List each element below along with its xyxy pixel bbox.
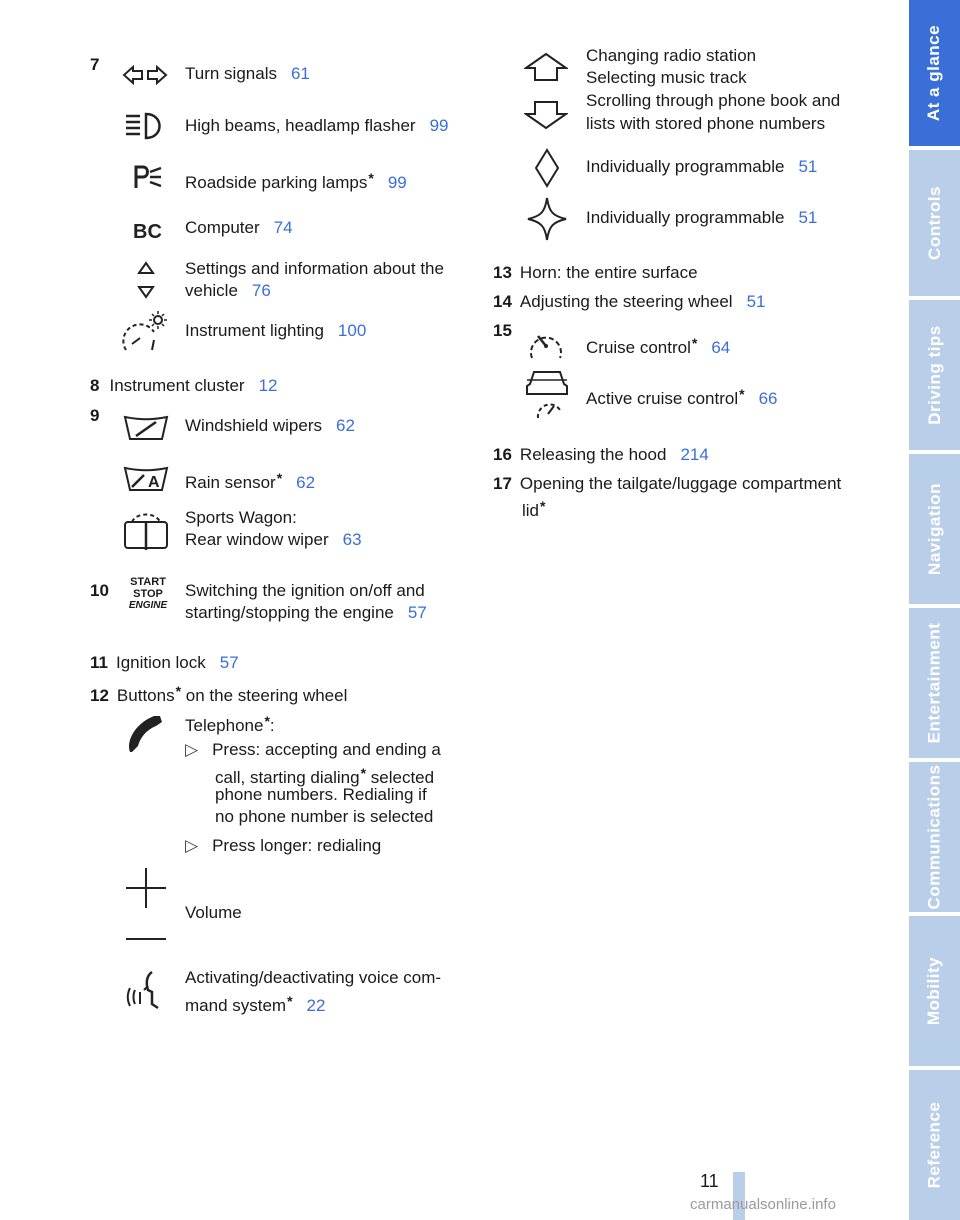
entry-turn-signals — [185, 63, 310, 85]
entry-label: Turn signals — [185, 64, 277, 83]
item-number-9: 9 — [90, 406, 100, 425]
entry-rear-wiper — [185, 529, 362, 551]
page-link[interactable]: 100 — [337, 321, 367, 340]
asterisk: * — [175, 683, 182, 699]
entry-instrument-cluster — [90, 375, 278, 397]
entry-ignition-line2 — [185, 602, 427, 624]
entry-label: Rain sensor — [185, 473, 276, 492]
page-link[interactable]: 57 — [407, 603, 427, 622]
entry-label: Cruise control — [586, 338, 691, 357]
computer-bc-icon — [133, 218, 163, 242]
page-link[interactable]: 99 — [429, 116, 449, 135]
page-link[interactable]: 51 — [746, 292, 766, 311]
icon-text: ENGINE — [128, 600, 168, 611]
entry-settings-line2 — [185, 280, 271, 302]
page-link[interactable]: 22 — [306, 996, 326, 1015]
page-link[interactable]: 51 — [798, 208, 818, 227]
entry-label: Buttons — [116, 686, 175, 705]
svg-text:BC: BC — [133, 221, 162, 242]
page-link[interactable]: 62 — [336, 416, 355, 435]
entry-label: High beams, headlamp flasher — [185, 116, 416, 135]
tab-driving-tips[interactable] — [909, 300, 960, 450]
watermark: carmanualsonline.info — [690, 1196, 836, 1213]
item-number-12: 12 — [90, 686, 109, 705]
entry-voice-line2 — [185, 990, 325, 1017]
tab-navigation[interactable] — [909, 454, 960, 604]
entry-rain-sensor — [185, 467, 315, 494]
asterisk: * — [368, 170, 374, 186]
entry-buttons — [90, 680, 347, 707]
tab-reference[interactable] — [909, 1070, 960, 1220]
high-beam-icon — [124, 112, 170, 140]
start-stop-icon — [124, 576, 172, 612]
page-link[interactable]: 214 — [680, 445, 709, 464]
colon: : — [269, 716, 275, 735]
page-link[interactable]: 76 — [251, 281, 271, 300]
page-link[interactable]: 51 — [798, 157, 818, 176]
entry-instrument-lighting — [185, 320, 366, 342]
item-number-13: 13 — [493, 263, 512, 282]
asterisk: * — [739, 386, 745, 402]
rear-wiper-icon — [122, 510, 170, 552]
item-number-8: 8 — [90, 376, 100, 395]
entry-label: Roadside parking lamps — [185, 173, 368, 192]
bullet-press-line4: no phone number is selected — [215, 807, 434, 826]
bullet-triangle-icon: ▷ — [185, 836, 199, 855]
entry-label: Ignition lock — [115, 653, 206, 672]
entry-settings-line1: Settings and information about the — [185, 259, 444, 278]
asterisk: * — [276, 470, 283, 486]
chapter-sidebar — [909, 0, 960, 1220]
tab-label: Reference — [924, 1101, 944, 1189]
tab-communications[interactable] — [909, 762, 960, 912]
tab-controls[interactable] — [909, 150, 960, 296]
entry-tailgate-line2 — [522, 495, 545, 522]
bullet-text: selected — [366, 768, 435, 787]
asterisk: * — [264, 713, 270, 729]
bullet-triangle-icon: ▷ — [185, 740, 199, 759]
page-link[interactable]: 74 — [273, 218, 293, 237]
item-number-11: 11 — [90, 653, 108, 672]
entry-label: Horn: the entire surface — [519, 263, 698, 282]
tab-label: At a glance — [924, 24, 944, 122]
bullet-press-line1 — [185, 739, 441, 761]
entry-label: vehicle — [185, 281, 238, 300]
tab-label: Navigation — [924, 483, 944, 575]
entry-steering-wheel — [493, 291, 765, 313]
entry-windshield-wipers — [185, 415, 355, 437]
windshield-wiper-icon — [122, 414, 170, 442]
item-number-10: 10 — [90, 581, 109, 600]
volume-minus-icon — [124, 937, 168, 941]
entry-label: mand system — [185, 996, 287, 1015]
entry-ignition-lock — [90, 652, 239, 674]
entry-programmable-2 — [586, 207, 817, 229]
radio-line1: Changing radio station — [586, 46, 757, 65]
entry-label: Individually programmable — [586, 208, 785, 227]
asterisk: * — [287, 993, 293, 1009]
entry-label: Releasing the hood — [519, 445, 667, 464]
radio-line4: lists with stored phone numbers — [586, 114, 826, 133]
page-link[interactable]: 66 — [758, 389, 778, 408]
arrow-up-icon — [524, 52, 568, 82]
voice-command-icon — [124, 968, 170, 1014]
entry-parking-lamps — [185, 167, 407, 194]
arrow-down-icon — [524, 100, 568, 130]
entry-label: Individually programmable — [586, 157, 785, 176]
page-link[interactable]: 64 — [711, 338, 731, 357]
entry-voice-line1: Activating/deactivating voice com- — [185, 968, 442, 987]
entry-ignition-line1: Switching the ignition on/off and — [185, 581, 425, 600]
cruise-control-icon — [526, 324, 566, 364]
entry-telephone — [185, 710, 275, 737]
volume-plus-icon — [124, 866, 168, 910]
item-number-14: 14 — [493, 292, 512, 311]
tab-label: Entertainment — [924, 622, 944, 744]
tab-label: Driving tips — [924, 325, 944, 425]
radio-line3: Scrolling through phone book and — [586, 91, 841, 110]
entry-volume: Volume — [185, 903, 242, 922]
entry-tailgate-line1 — [493, 473, 841, 495]
page-link[interactable]: 57 — [219, 653, 239, 672]
tab-entertainment[interactable] — [909, 608, 960, 758]
settings-arrows-icon — [136, 259, 156, 301]
entry-label: Rear window wiper — [185, 530, 329, 549]
tab-at-a-glance[interactable] — [909, 0, 960, 146]
bullet-text: Press: accepting and ending a — [212, 740, 441, 759]
active-cruise-control-icon — [524, 366, 570, 420]
page-link[interactable]: 12 — [258, 376, 278, 395]
instrument-lighting-icon — [120, 310, 168, 354]
entry-label: Active cruise control — [586, 389, 739, 408]
asterisk: * — [540, 498, 546, 514]
entry-label: lid — [522, 501, 540, 520]
parking-lamps-icon — [133, 164, 163, 190]
entry-cruise-control — [586, 332, 730, 359]
rain-sensor-icon — [122, 465, 170, 493]
entry-computer — [185, 217, 293, 239]
entry-hood — [493, 444, 709, 466]
bullet-press-longer — [185, 835, 381, 857]
entry-label: Telephone — [185, 716, 264, 735]
page-link[interactable]: 62 — [296, 473, 316, 492]
page-link[interactable]: 63 — [342, 530, 362, 549]
entry-label-suffix: on the steering wheel — [181, 686, 348, 705]
entry-label: Instrument lighting — [185, 321, 324, 340]
item-number-16: 16 — [493, 445, 512, 464]
bullet-press-line3: phone numbers. Redialing if — [215, 785, 427, 804]
svg-text:A: A — [148, 474, 160, 491]
item-number-17: 17 — [493, 474, 512, 493]
entry-label: Instrument cluster — [109, 376, 245, 395]
entry-label: Computer — [185, 218, 260, 237]
entry-high-beams — [185, 115, 449, 137]
bullet-text: Press longer: redialing — [212, 836, 382, 855]
page-link[interactable]: 99 — [387, 173, 407, 192]
entry-sports-wagon: Sports Wagon: — [185, 508, 297, 527]
radio-line2: Selecting music track — [586, 68, 747, 87]
item-number-15: 15 — [493, 321, 512, 340]
tab-label: Communications — [924, 764, 944, 910]
entry-label: Opening the tailgate/luggage compartment — [519, 474, 842, 493]
item-number-7: 7 — [90, 55, 100, 74]
icon-text: STOP — [133, 588, 163, 600]
tab-label: Mobility — [924, 956, 944, 1026]
telephone-icon — [124, 712, 170, 758]
star-shape-icon — [526, 196, 568, 242]
entry-programmable-1 — [586, 156, 817, 178]
entry-label: starting/stopping the engine — [185, 603, 394, 622]
icon-text: START — [130, 576, 166, 588]
entry-active-cruise-control — [586, 383, 778, 410]
diamond-icon — [534, 148, 560, 188]
turn-signals-icon — [122, 64, 168, 86]
bullet-text: call, starting dialing — [215, 768, 360, 787]
asterisk: * — [360, 765, 367, 781]
entry-horn — [493, 262, 698, 284]
tab-mobility[interactable] — [909, 916, 960, 1066]
page-link[interactable]: 61 — [290, 64, 310, 83]
tab-label: Controls — [924, 186, 944, 260]
asterisk: * — [691, 335, 698, 351]
page-number: 11 — [700, 1171, 719, 1191]
entry-label: Windshield wipers — [185, 416, 322, 435]
entry-label: Adjusting the steering wheel — [519, 292, 733, 311]
